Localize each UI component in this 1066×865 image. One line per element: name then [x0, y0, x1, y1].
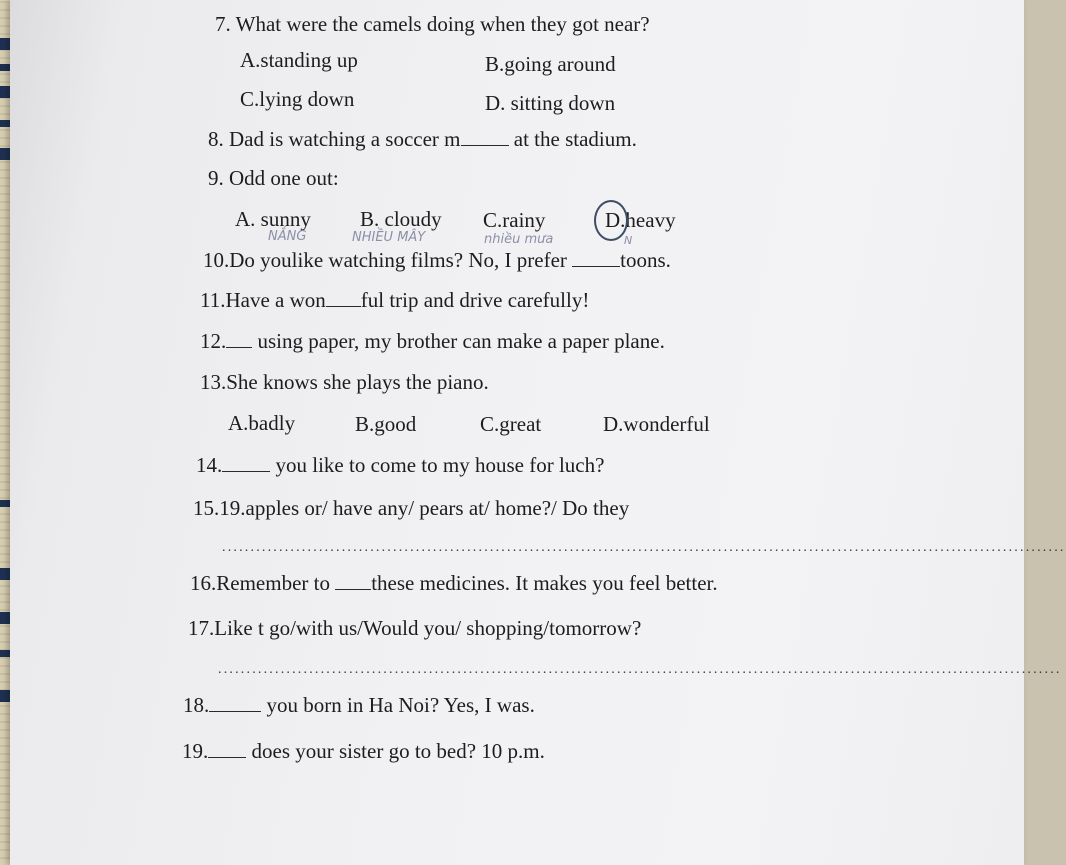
q8-after: at the stadium. — [513, 127, 637, 151]
q11-blank[interactable] — [326, 290, 361, 307]
q11-before: 11.Have a won — [200, 288, 326, 312]
q16-before: 16.Remember to — [190, 571, 330, 595]
q7-option-c: C.lying down — [240, 87, 355, 111]
q12-line — [200, 329, 665, 353]
answer-circle-mark — [594, 200, 628, 241]
q13-option-b: B.good — [355, 412, 417, 436]
q18-blank[interactable] — [209, 695, 261, 712]
q9-note-c: nhiều mưa — [484, 232, 554, 247]
q8-line — [208, 127, 637, 151]
q9-note-d: N — [624, 234, 633, 247]
q8-before: 8. Dad is watching a soccer m — [208, 127, 461, 151]
q9-option-d-letter: D — [605, 208, 621, 232]
q12-after: using paper, my brother can make a paper plane. — [257, 329, 665, 353]
q16-blank[interactable] — [335, 573, 371, 590]
q17-stem: 17.Like t go/with us/Would you/ shopping/tomorrow? — [188, 616, 642, 640]
q7-option-d: D. sitting down — [485, 91, 616, 115]
q9-note-a: NẮNG — [268, 229, 307, 244]
worksheet-page — [10, 0, 1066, 865]
q11-after: ful trip and drive carefully! — [360, 288, 590, 312]
q14-line — [196, 453, 604, 477]
q19-after: does your sister go to bed? 10 p.m. — [251, 739, 545, 763]
q12-blank[interactable] — [226, 331, 252, 348]
q9-option-c: C.rainy — [483, 208, 546, 232]
q10-line — [203, 248, 671, 272]
q16-line — [190, 571, 718, 595]
q10-before: 10.Do youlike watching films? No, I prefer — [203, 248, 567, 272]
q13-option-d: D.wonderful — [603, 412, 710, 436]
q7-option-a: A.standing up — [240, 48, 358, 72]
q14-before: 14. — [196, 453, 223, 477]
q9-option-d-text: .heavy — [620, 208, 676, 232]
q10-blank[interactable] — [572, 250, 620, 267]
q7-option-b: B.going around — [485, 52, 616, 76]
q9-option-b: B. cloudy — [360, 207, 442, 231]
q12-before: 12. — [200, 329, 227, 353]
q9-stem: 9. Odd one out: — [208, 166, 339, 190]
q13-option-a: A.badly — [228, 411, 296, 435]
q15-answer-line[interactable]: .................................................................................................................................................... — [222, 540, 1066, 555]
q17-answer-line[interactable]: .................................................................................................................................................... — [218, 662, 1062, 677]
q13-option-c: C.great — [480, 412, 542, 436]
q7-stem: 7. What were the camels doing when they got near? — [215, 12, 650, 36]
q14-after: you like to come to my house for luch? — [275, 453, 605, 477]
q18-before: 18. — [183, 693, 210, 717]
q19-before: 19. — [182, 739, 209, 763]
q11-line — [200, 288, 589, 312]
q8-blank[interactable] — [461, 129, 509, 146]
q9-option-a: A. sunny — [235, 207, 311, 231]
q19-line — [182, 739, 545, 763]
q19-blank[interactable] — [208, 741, 246, 758]
q18-after: you born in Ha Noi? Yes, I was. — [266, 693, 535, 717]
q9-note-b: NHIỀU MÂY — [352, 230, 426, 245]
q18-line — [183, 693, 535, 717]
q13-stem: 13.She knows she plays the piano. — [200, 370, 489, 394]
q16-after: these medicines. It makes you feel better. — [371, 571, 718, 595]
q15-stem: 15.19.apples or/ have any/ pears at/ home?/ Do they — [193, 496, 630, 520]
q14-blank[interactable] — [222, 455, 270, 472]
q10-after: toons. — [620, 248, 671, 272]
